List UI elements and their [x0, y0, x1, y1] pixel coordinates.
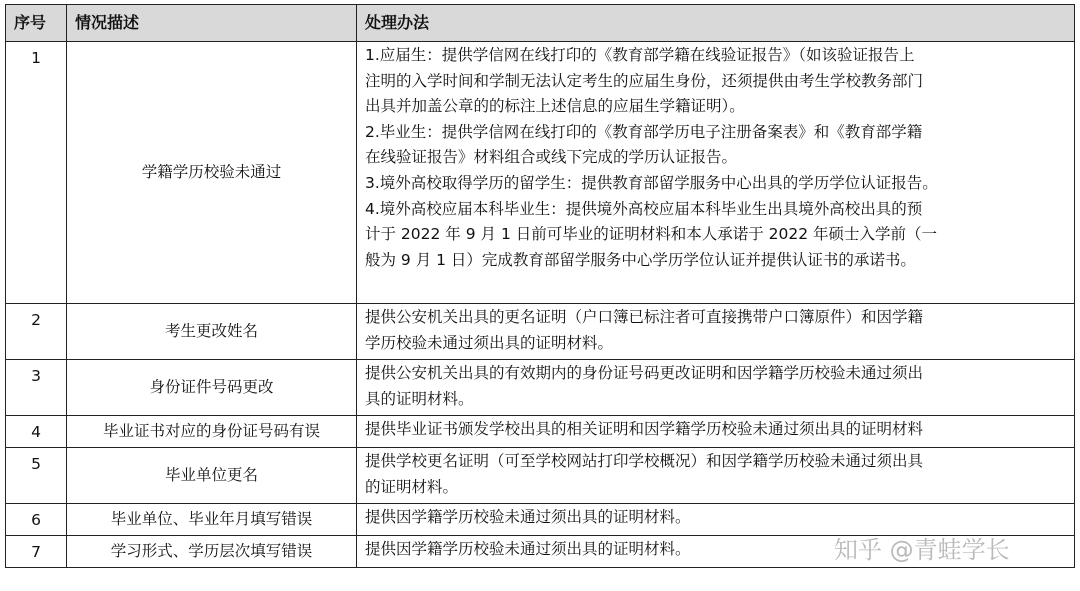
solution-line: 1.应届生：提供学信网在线打印的《教育部学籍在线验证报告》（如该验证报告上	[365, 46, 915, 64]
situation-description: 身份证件号码更改	[67, 360, 357, 416]
solution-line: 提供因学籍学历校验未通过须出具的证明材料。	[365, 508, 691, 526]
row-number: 6	[6, 504, 67, 536]
solution-cell	[357, 448, 1075, 504]
solution-line: 的证明材料。	[365, 477, 459, 496]
solution-cell	[357, 416, 1075, 448]
situation-description: 考生更改姓名	[67, 304, 357, 360]
row-number: 4	[6, 416, 67, 448]
solution-line: 提供公安机关出具的更名证明（户口簿已标注者可直接携带户口簿原件）和因学籍	[365, 308, 924, 326]
solution-cell	[357, 304, 1075, 360]
solution-line: 2.毕业生：提供学信网在线打印的《教育部学历电子注册备案表》和《教育部学籍	[365, 122, 923, 141]
solution-line: 出具并加盖公章的的标注上述信息的应届生学籍证明）。	[365, 97, 745, 116]
watermark: 知乎 @青蛙学长	[834, 536, 1010, 564]
row-number: 3	[6, 360, 67, 416]
solution-cell	[357, 360, 1075, 416]
solution-line: 提供毕业证书颁发学校出具的相关证明和因学籍学历校验未通过须出具的证明材料	[365, 420, 924, 438]
table-header-row	[6, 5, 1075, 42]
situation-description: 学籍学历校验未通过	[67, 42, 357, 304]
table-row	[6, 42, 1075, 304]
header-number: 序号	[6, 5, 67, 42]
situation-description: 毕业证书对应的身份证号码有误	[67, 416, 357, 448]
situation-description: 学习形式、学历层次填写错误	[67, 536, 357, 568]
solution-line: 提供学校更名证明（可至学校网站打印学校概况）和因学籍学历校验未通过须出具	[365, 452, 924, 470]
solution-line: 注明的入学时间和学制无法认定考生的应届生身份，还须提供由考生学校教务部门	[365, 71, 924, 90]
solution-line: 提供因学籍学历校验未通过须出具的证明材料。	[365, 540, 691, 558]
solution-cell	[357, 42, 1075, 304]
solution-line: 提供公安机关出具的有效期内的身份证号码更改证明和因学籍学历校验未通过须出	[365, 364, 924, 382]
row-number: 2	[6, 304, 67, 360]
header-solution: 处理办法	[357, 5, 1075, 42]
table-row	[6, 416, 1075, 448]
solution-line: 般为 9 月 1 日）完成教育部留学服务中心学历学位认证并提供认证书的承诺书。	[365, 250, 916, 269]
table-row	[6, 360, 1075, 416]
procedure-table	[5, 4, 1075, 568]
solution-line: 计于 2022 年 9 月 1 日前可毕业的证明材料和本人承诺于 2022 年硕士入学前（一	[365, 225, 938, 244]
situation-description: 毕业单位、毕业年月填写错误	[67, 504, 357, 536]
situation-description: 毕业单位更名	[67, 448, 357, 504]
row-number: 1	[6, 42, 67, 304]
solution-line: 在线验证报告》材料组合或线下完成的学历认证报告。	[365, 148, 738, 167]
row-number: 5	[6, 448, 67, 504]
row-number: 7	[6, 536, 67, 568]
table-row	[6, 448, 1075, 504]
solution-line: 4.境外高校应届本科毕业生：提供境外高校应届本科毕业生出具境外高校出具的预	[365, 199, 923, 218]
table-row	[6, 304, 1075, 360]
table-body	[6, 42, 1075, 568]
solution-line: 3.境外高校取得学历的留学生：提供教育部留学服务中心出具的学历学位认证报告。	[365, 173, 938, 192]
solution-line: 学历校验未通过须出具的证明材料。	[365, 333, 614, 352]
solution-line: 具的证明材料。	[365, 389, 474, 408]
header-situation: 情况描述	[67, 5, 357, 42]
